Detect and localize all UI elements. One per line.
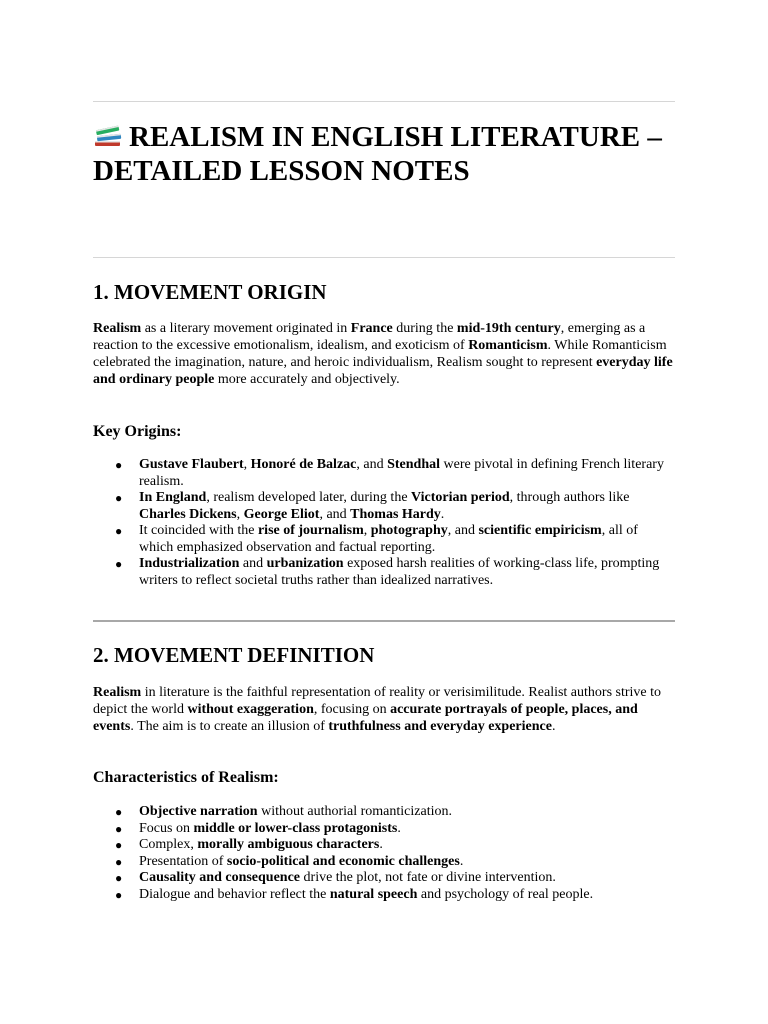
text-run: .: [440, 506, 445, 522]
text-run: in literature is the faithful representation of reality or verisimilitude. Realist authors strive to depict the world: [93, 685, 662, 717]
text-run: .: [551, 719, 556, 734]
text-run: as a literary movement originated in: [141, 321, 351, 336]
list-item: [93, 837, 675, 854]
bold-text: Causality and consequence: [139, 870, 301, 885]
list-item: [93, 854, 675, 871]
text-run: Presentation of: [139, 853, 227, 869]
text-run: during the: [392, 321, 457, 336]
bold-text: without exaggeration: [187, 702, 314, 717]
bold-text: photography: [370, 523, 448, 538]
key-origins-list: [93, 457, 675, 589]
bold-text: middle or lower-class protagonists: [193, 820, 398, 836]
bold-text: Realism: [93, 685, 142, 700]
bold-text: urbanization: [266, 556, 344, 571]
text-run: . While Romanticism celebrated the imagination, nature, and heroic individualism, Realism sought to represent: [93, 338, 667, 370]
title-divider: [93, 257, 675, 258]
text-run: drive the plot, not fate or divine intervention.: [300, 870, 556, 885]
origin-intro-paragraph: [93, 320, 675, 388]
bullet-icon: ●: [115, 821, 123, 836]
text-run: Complex,: [139, 837, 198, 852]
text-run: Dialogue and behavior reflect the: [139, 886, 330, 902]
characteristics-list: [93, 804, 675, 903]
section-heading-origin: 1. MOVEMENT ORIGIN: [93, 280, 327, 304]
bullet-icon: ●: [115, 838, 123, 852]
text-run: , and: [319, 506, 351, 522]
text-run: ,: [236, 506, 244, 522]
bold-text: Thomas Hardy: [350, 506, 441, 522]
bullet-icon: ●: [115, 557, 123, 571]
text-run: ,: [363, 523, 371, 538]
bold-text: truthfulness and everyday experience: [328, 719, 552, 734]
bold-text: Charles Dickens: [139, 506, 237, 522]
bold-text: George Eliot: [243, 506, 320, 522]
books-icon: [93, 122, 123, 148]
bold-text: socio-political and economic challenges: [226, 853, 460, 869]
bold-text: Romanticism: [468, 338, 548, 353]
bold-text: Realism: [93, 321, 142, 336]
text-run: , through authors like: [509, 490, 630, 505]
list-item: [93, 523, 675, 556]
bold-text: France: [350, 321, 393, 336]
bold-text: everyday life and ordinary people: [93, 355, 673, 387]
text-run: , emerging as a reaction to the excessive emotionalism, idealism, and exoticism of: [93, 321, 646, 353]
bold-text: morally ambiguous characters: [197, 837, 380, 852]
text-run: , realism developed later, during the: [206, 490, 412, 505]
list-item: [93, 490, 675, 523]
bold-text: natural speech: [329, 886, 418, 902]
bullet-icon: ●: [115, 458, 123, 472]
list-item: [93, 804, 675, 821]
bold-text: rise of journalism: [257, 523, 364, 538]
bullet-icon: ●: [115, 805, 123, 819]
list-item: [93, 870, 675, 887]
text-run: ,: [243, 457, 251, 472]
text-run: Focus on: [139, 820, 194, 836]
text-run: , and: [356, 457, 388, 472]
list-item: [93, 887, 675, 904]
bold-text: scientific empiricism: [478, 523, 602, 538]
text-run: more accurately and objectively.: [214, 372, 400, 387]
bold-text: Stendhal: [387, 457, 441, 472]
page-title-text: REALISM IN ENGLISH LITERATURE – DETAILED LESSON NOTES: [93, 121, 662, 187]
text-run: .: [459, 853, 464, 869]
text-run: and: [239, 556, 267, 571]
bullet-icon: ●: [115, 854, 123, 869]
text-run: , all of which emphasized observation and factual reporting.: [139, 523, 638, 555]
text-run: .: [379, 837, 383, 852]
section-divider: [93, 620, 675, 622]
bold-text: Industrialization: [139, 556, 240, 571]
top-divider: [93, 101, 675, 102]
page-title: [93, 120, 675, 188]
bold-text: Honoré de Balzac: [250, 457, 357, 472]
list-item: [93, 821, 675, 838]
section-heading-definition: 2. MOVEMENT DEFINITION: [93, 643, 375, 667]
subheading-characteristics: Characteristics of Realism:: [93, 769, 279, 786]
text-run: , and: [447, 523, 479, 538]
bullet-icon: ●: [115, 491, 123, 505]
bold-text: Gustave Flaubert: [139, 457, 244, 472]
bold-text: mid-19th century: [456, 321, 561, 336]
text-run: without authorial romanticization.: [257, 804, 452, 819]
subheading-key-origins: Key Origins:: [93, 423, 182, 440]
bullet-icon: ●: [115, 524, 123, 538]
text-run: , focusing on: [313, 702, 391, 717]
text-run: .: [397, 820, 401, 836]
bullet-icon: ●: [115, 871, 123, 885]
bold-text: accurate portrayals of people, places, and events: [93, 702, 638, 734]
text-run: . The aim is to create an illusion of: [130, 719, 329, 734]
text-run: exposed harsh realities of working-class life, prompting writers to reflect societal truths rather than idealized narratives.: [139, 556, 660, 588]
list-item: [93, 556, 675, 589]
bold-text: Victorian period: [411, 490, 510, 505]
bold-text: Objective narration: [139, 804, 258, 819]
text-run: were pivotal in defining French literary realism.: [139, 457, 664, 489]
bullet-icon: ●: [115, 887, 123, 902]
text-run: It coincided with the: [139, 523, 258, 538]
list-item: [93, 457, 675, 490]
definition-intro-paragraph: [93, 684, 675, 735]
text-run: and psychology of real people.: [417, 886, 594, 902]
bold-text: In England: [139, 490, 207, 505]
